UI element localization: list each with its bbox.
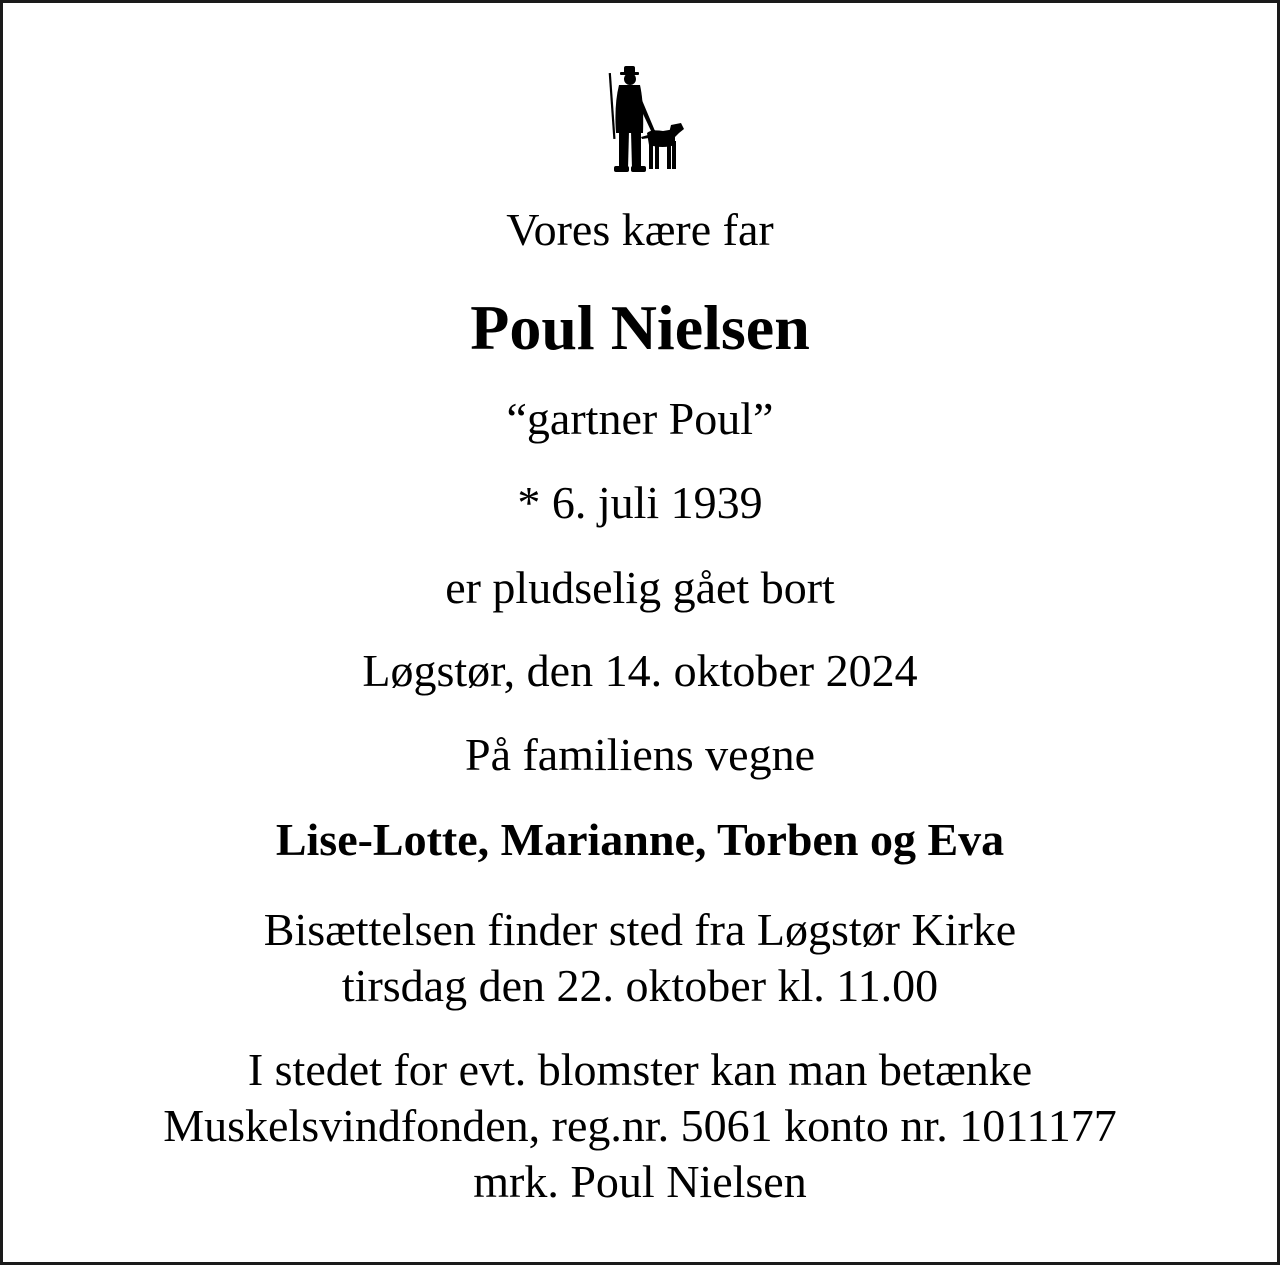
funeral-line: tirsdag den 22. oktober kl. 11.00 <box>341 960 939 1011</box>
on-behalf-text: På familiens vegne <box>464 729 815 780</box>
place-and-date: Løgstør, den 14. oktober 2024 <box>362 645 918 696</box>
deceased-name: Poul Nielsen <box>470 292 810 363</box>
birth-date: * 6. juli 1939 <box>517 477 763 528</box>
nickname-text: “gartner Poul” <box>506 393 774 444</box>
funeral-line: Bisættelsen finder sted fra Løgstør Kirke <box>263 904 1017 955</box>
donation-line: Muskelsvindfonden, reg.nr. 5061 konto nr. 1011177 <box>163 1100 1117 1151</box>
donation-info <box>3 1042 1277 1210</box>
passing-text: er pludselig gået bort <box>445 562 835 613</box>
intro-text: Vores kære far <box>506 204 774 255</box>
family-names: Lise-Lotte, Marianne, Torben og Eva <box>275 814 1005 865</box>
donation-line: I stedet for evt. blomster kan man betænke <box>247 1044 1033 1095</box>
donation-line: mrk. Poul Nielsen <box>473 1156 807 1207</box>
hunter-with-dog-icon <box>601 63 685 175</box>
funeral-info <box>3 902 1277 1014</box>
